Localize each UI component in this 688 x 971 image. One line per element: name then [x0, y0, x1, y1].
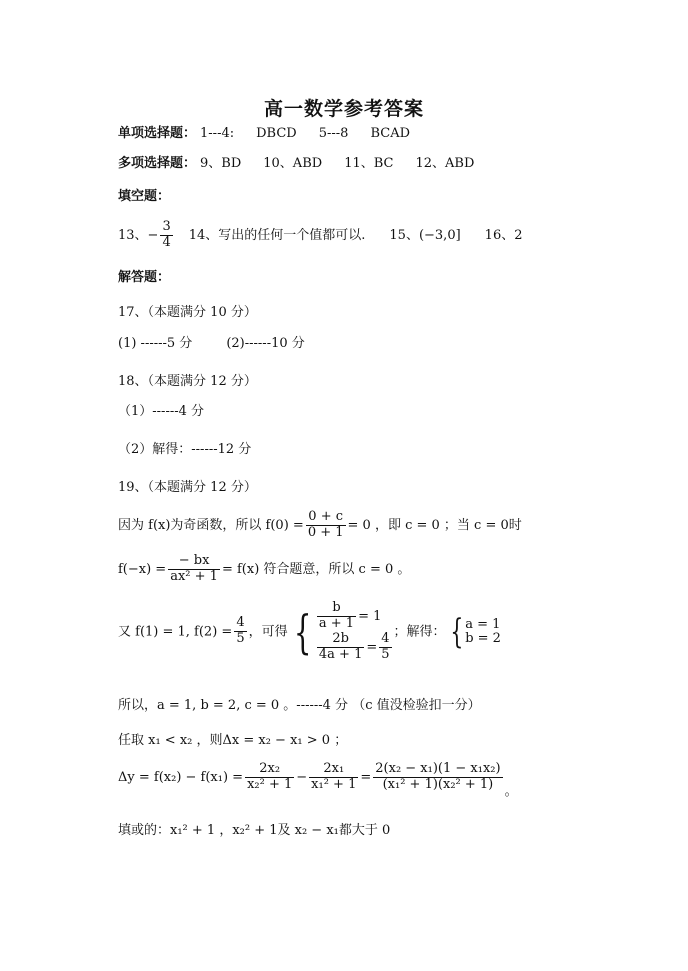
eq2-equals: =	[366, 639, 378, 655]
single-choice-range-1: 1---4:	[200, 126, 235, 141]
q19-l3-text-b: ，可得	[248, 624, 288, 640]
eq1-rhs: = 1	[358, 608, 382, 624]
eq2-denominator: 4a + 1	[318, 646, 363, 662]
q19-l6-f2-numerator: 2x₁	[309, 762, 358, 778]
q14-answer: 14、写出的任何一个值都可以.	[188, 227, 366, 243]
q19-l6-minus: −	[296, 769, 308, 785]
q19-l6-f3-denominator: (x₁² + 1)(x₂² + 1)	[382, 776, 494, 792]
multi-choice-q10: 10、ABD	[263, 156, 323, 171]
q19-l2-denominator: ax² + 1	[170, 568, 218, 584]
system-equation-1	[315, 601, 394, 632]
q19-l1-text-b: = 0 ，即 c = 0 ；当 c = 0时	[347, 517, 522, 533]
multi-choice-row	[118, 157, 474, 170]
solution-system	[465, 618, 501, 647]
q19-l3-text-a: 又 f(1) = 1, f(2) =	[118, 624, 233, 640]
multi-choice-q12: 12、ABD	[415, 156, 475, 171]
q19-l2-text-a: f(−x) =	[118, 561, 167, 577]
q19-line-7: 填或的：x₁² + 1 ，x₂² + 1及 x₂ − x₁都大于 0	[118, 823, 391, 838]
eq2-rhs-fraction	[379, 632, 391, 663]
eq2-rhs-denominator: 5	[381, 646, 390, 662]
q19-l3-numerator: 4	[236, 615, 245, 631]
q19-l2-fraction	[168, 554, 220, 585]
q19-l6-equals: =	[360, 769, 372, 785]
q19-line-2	[118, 554, 410, 585]
eq2-rhs-numerator: 4	[381, 630, 390, 646]
q19-l6-fraction-3	[373, 762, 502, 793]
system-equation-2	[315, 632, 394, 663]
single-choice-range-2: 5---8	[318, 126, 349, 141]
eq2-numerator: 2b	[317, 632, 364, 648]
q13-denominator: 4	[162, 234, 171, 250]
q17-part-1: (1) ------5 分	[118, 336, 193, 351]
q19-l1-numerator: 0 + c	[306, 510, 346, 526]
solutions-label: 解答题：	[118, 270, 171, 285]
q19-line-6	[118, 761, 518, 799]
q15-answer: 15、(−3,0]	[389, 227, 461, 243]
q19-line-1	[118, 510, 522, 541]
solution-b: b = 2	[465, 630, 501, 646]
q19-l2-numerator: − bx	[168, 554, 220, 570]
multi-choice-label: 多项选择题：	[118, 156, 197, 171]
q19-heading: 19、（本题满分 12 分）	[118, 480, 257, 495]
eq2-fraction	[317, 632, 364, 663]
q19-l1-text-a: 因为 f(x)为奇函数，所以 f(0) =	[118, 517, 304, 533]
q19-l3-text-c: ；解得：	[393, 624, 446, 640]
q19-l6-f3-numerator: 2(x₂ − x₁)(1 − x₁x₂)	[375, 761, 501, 776]
single-choice-answers-2: BCAD	[370, 126, 411, 141]
q19-l3-denominator: 5	[236, 631, 245, 647]
fill-blank-row	[118, 220, 523, 251]
system-brace: {	[293, 604, 312, 659]
solution-brace: {	[449, 611, 463, 652]
q19-l1-denominator: 0 + 1	[307, 524, 344, 540]
q19-l6-text-a: Δy = f(x₂) − f(x₁) =	[118, 769, 244, 785]
q19-l6-f1-denominator: x₂² + 1	[247, 776, 293, 792]
q19-l3-fraction	[234, 616, 246, 647]
q18-part-2: （2）解得：------12 分	[118, 442, 252, 457]
q13-prefix: 13、−	[118, 227, 159, 243]
q16-answer: 16、2	[484, 227, 523, 243]
eq1-denominator: a + 1	[318, 615, 355, 631]
q19-l6-fraction-1	[245, 762, 294, 793]
q19-l6-f1-numerator: 2x₂	[245, 762, 294, 778]
eq1-numerator: b	[317, 601, 356, 617]
q19-l6-f2-denominator: x₁² + 1	[311, 776, 357, 792]
q19-l1-fraction	[306, 510, 346, 541]
q19-l2-text-b: = f(x) 符合题意，所以 c = 0 。	[221, 561, 411, 577]
q18-part-1: （1）------4 分	[118, 404, 205, 419]
q19-l6-fraction-2	[309, 762, 358, 793]
q19-line-5: 任取 x₁ < x₂ ，则Δx = x₂ − x₁ > 0 ；	[118, 733, 348, 748]
q19-line-4: 所以，a = 1, b = 2, c = 0 。------4 分 （c 值没检验扣一分）	[118, 698, 481, 713]
solution-a: a = 1	[465, 616, 501, 632]
single-choice-row	[118, 127, 410, 140]
single-choice-answers-1: DBCD	[256, 126, 297, 141]
eq1-fraction	[317, 601, 356, 632]
q17-heading: 17、（本题满分 10 分）	[118, 305, 257, 320]
q17-part-2: (2)------10 分	[226, 336, 305, 351]
q19-line-3	[118, 601, 501, 663]
document-title: 高一数学参考答案	[263, 98, 424, 120]
single-choice-label: 单项选择题：	[118, 126, 197, 141]
q13-numerator: 3	[162, 219, 171, 234]
multi-choice-q11: 11、BC	[344, 156, 394, 171]
q17-answers	[118, 337, 305, 350]
q18-heading: 18、（本题满分 12 分）	[118, 374, 257, 389]
q13-fraction	[160, 220, 172, 251]
multi-choice-q9: 9、BD	[200, 156, 242, 171]
q19-l6-end: 。	[504, 783, 518, 799]
equation-system	[315, 601, 394, 663]
fill-blank-label: 填空题：	[118, 189, 171, 204]
